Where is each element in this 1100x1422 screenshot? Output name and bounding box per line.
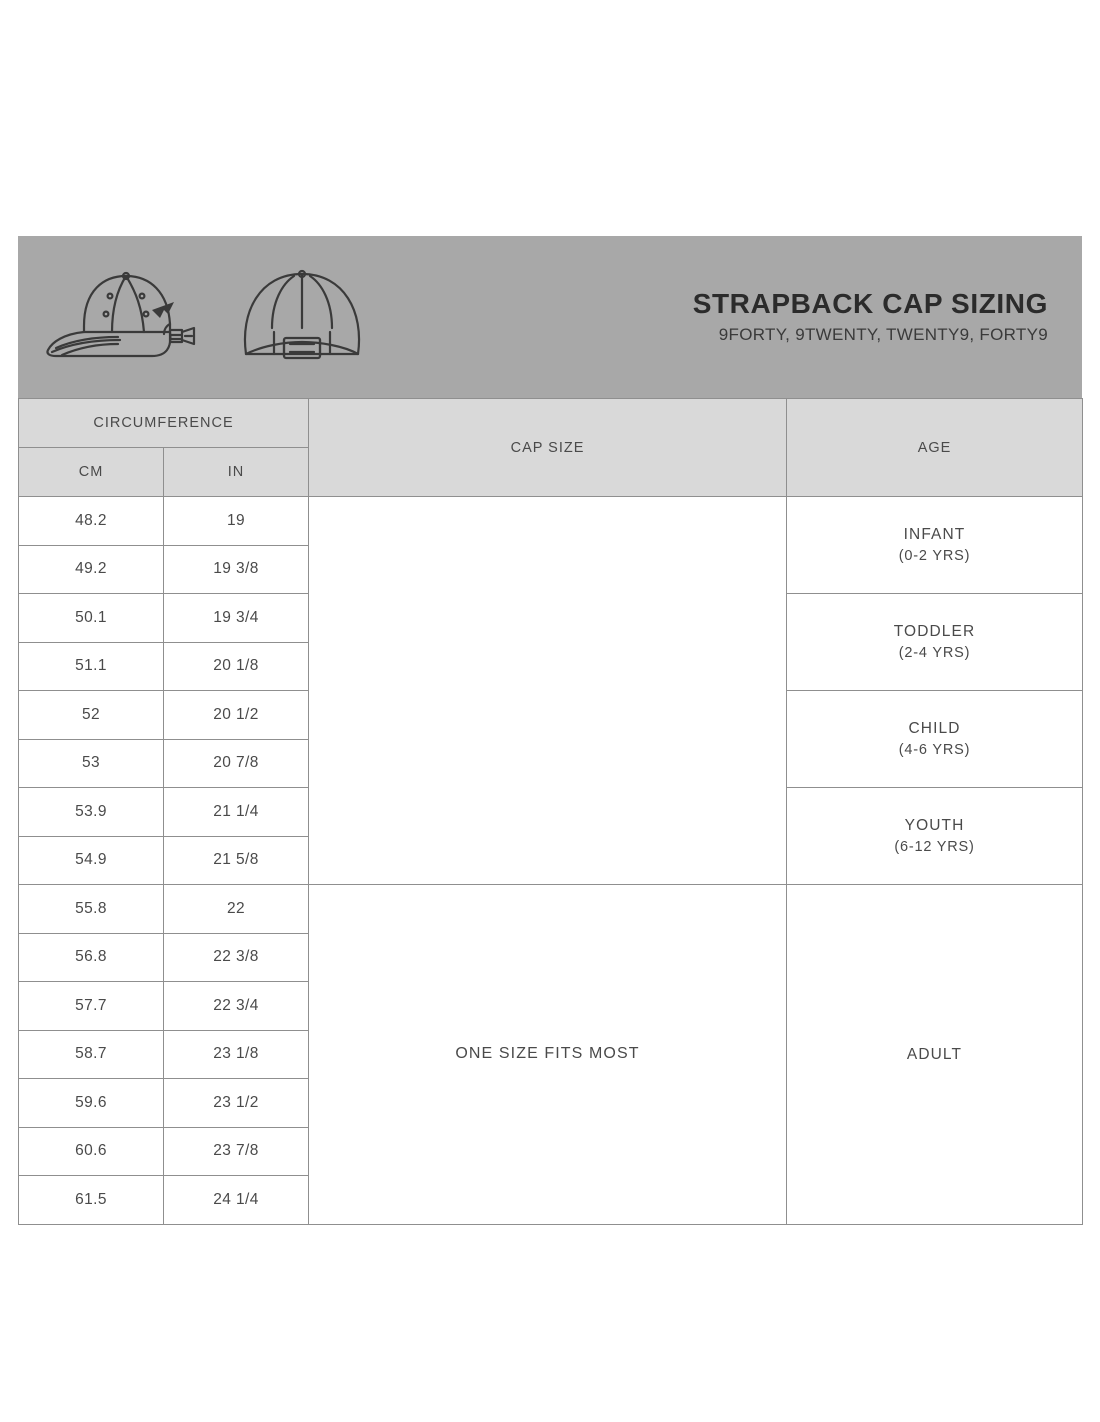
cell-cm: 60.6	[19, 1127, 164, 1176]
cell-in: 23 1/8	[164, 1030, 309, 1079]
cell-cm: 57.7	[19, 982, 164, 1031]
cell-in: 22 3/4	[164, 982, 309, 1031]
cap-illustration	[42, 262, 378, 372]
cell-cm: 54.9	[19, 836, 164, 885]
cell-cm: 58.7	[19, 1030, 164, 1079]
cell-age-infant	[787, 497, 1083, 594]
age-range: (4-6 YRS)	[898, 741, 971, 758]
cap-back-view-icon	[228, 262, 378, 372]
cell-cm: 59.6	[19, 1079, 164, 1128]
cell-cm: 56.8	[19, 933, 164, 982]
header-cm: CM	[19, 448, 164, 497]
age-range: (2-4 YRS)	[898, 644, 971, 661]
cell-in: 19	[164, 497, 309, 546]
cell-cm: 49.2	[19, 545, 164, 594]
cell-cm: 48.2	[19, 497, 164, 546]
age-name: INFANT	[903, 525, 966, 543]
cap-side-view-icon	[42, 262, 212, 372]
age-range: (6-12 YRS)	[894, 838, 975, 855]
cell-in: 22	[164, 885, 309, 934]
table-row	[19, 497, 1083, 546]
cell-age-toddler	[787, 594, 1083, 691]
cell-in: 23 7/8	[164, 1127, 309, 1176]
cell-cm: 53	[19, 739, 164, 788]
cell-in: 19 3/8	[164, 545, 309, 594]
cell-cm: 53.9	[19, 788, 164, 837]
cell-age-child	[787, 691, 1083, 788]
cell-age-youth	[787, 788, 1083, 885]
header-in: IN	[164, 448, 309, 497]
age-name: CHILD	[908, 719, 961, 737]
header-age: AGE	[787, 399, 1083, 497]
age-name: YOUTH	[904, 816, 965, 834]
cell-in: 21 5/8	[164, 836, 309, 885]
sizing-table	[18, 398, 1083, 1225]
cell-in: 20 1/2	[164, 691, 309, 740]
cell-cm: 55.8	[19, 885, 164, 934]
cell-age-adult	[787, 885, 1083, 1225]
table-row	[19, 885, 1083, 934]
cell-cm: 50.1	[19, 594, 164, 643]
cell-in: 20 1/8	[164, 642, 309, 691]
cell-cap-size-adult: ONE SIZE FITS MOST	[309, 885, 787, 1225]
table-header-row-1	[19, 399, 1083, 448]
header-cap-size: CAP SIZE	[309, 399, 787, 497]
chart-header-band	[18, 236, 1082, 398]
cell-in: 19 3/4	[164, 594, 309, 643]
cell-in: 20 7/8	[164, 739, 309, 788]
cell-in: 22 3/8	[164, 933, 309, 982]
cell-in: 24 1/4	[164, 1176, 309, 1225]
cell-cap-size-kids	[309, 497, 787, 885]
cell-cm: 61.5	[19, 1176, 164, 1225]
age-name: ADULT	[906, 1045, 963, 1063]
chart-subtitle: 9FORTY, 9TWENTY, TWENTY9, FORTY9	[718, 324, 1048, 344]
header-circumference: CIRCUMFERENCE	[19, 399, 309, 448]
cell-cm: 52	[19, 691, 164, 740]
cell-cm: 51.1	[19, 642, 164, 691]
cell-in: 23 1/2	[164, 1079, 309, 1128]
chart-title: STRAPBACK CAP SIZING	[692, 288, 1048, 320]
title-block	[693, 289, 1054, 344]
age-name: TODDLER	[893, 622, 976, 640]
size-chart	[18, 236, 1082, 1225]
age-range: (0-2 YRS)	[898, 547, 971, 564]
cell-in: 21 1/4	[164, 788, 309, 837]
